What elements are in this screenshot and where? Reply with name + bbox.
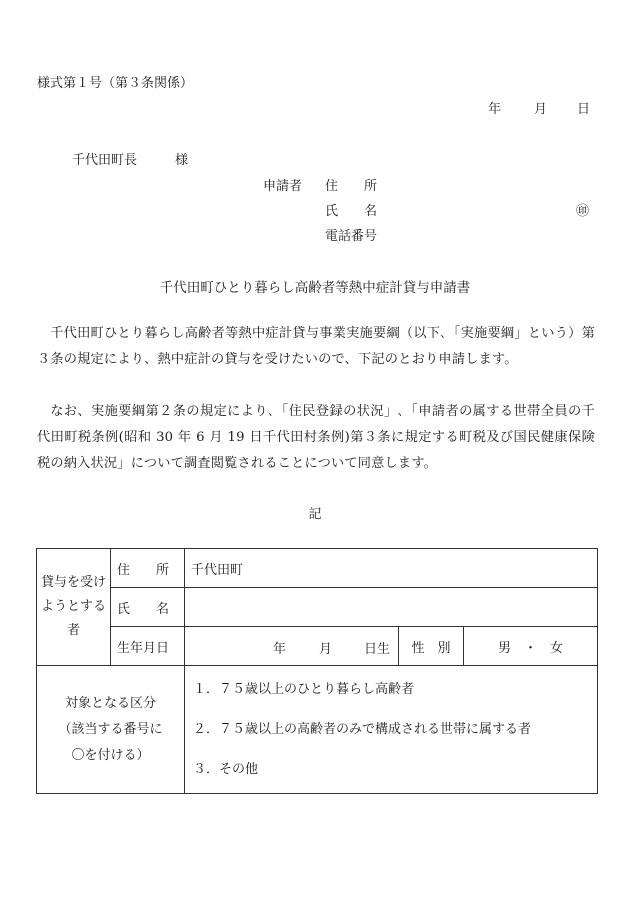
- recipient-header: 貸与を受けようとする者: [37, 549, 111, 666]
- applicant-address-label: 住 所: [325, 179, 378, 194]
- body-paragraph-2: なお、実施要綱第２条の規定により､「住民登録の状況」､「申請者の属する世帯全員の千代田町税条例(昭和 30 年 6 月 19 日千代田村条例)第３条に規定する町税及び国民健康保険税の納入状況」について調査閲覧されることについて同意します。: [37, 404, 595, 471]
- document-title: 千代田町ひとり暮らし高齢者等熱中症計貸与申請書: [159, 280, 471, 296]
- birth-year: 年: [273, 642, 287, 657]
- addressee-name: 千代田町長: [72, 153, 138, 168]
- addressee-honorific: 様: [175, 153, 189, 168]
- category-header: [37, 666, 185, 794]
- category-option-2[interactable]: ２．７５歳以上の高齢者のみで構成される世帯に属する者: [193, 721, 532, 737]
- application-table: [36, 548, 598, 794]
- category-note-2: 〇を付ける）: [71, 747, 150, 763]
- form-number: 様式第１号（第３条関係）: [37, 76, 194, 91]
- applicant-label: 申請者: [263, 179, 303, 194]
- applicant-name-label: 氏 名: [325, 204, 378, 219]
- category-options: [185, 666, 598, 794]
- sex-label: 性 別: [399, 627, 464, 666]
- applicant-phone-label: 電話番号: [325, 229, 378, 244]
- ki-heading: 記: [308, 507, 322, 522]
- category-title: 対象となる区分: [64, 695, 156, 711]
- birth-day: 日生: [364, 642, 391, 657]
- seal-mark: ㊞: [576, 204, 590, 219]
- name-value[interactable]: [185, 588, 598, 627]
- address-label: 住 所: [111, 549, 185, 588]
- date-year: 年: [488, 102, 502, 117]
- name-label: 氏 名: [111, 588, 185, 627]
- sex-options[interactable]: 男 ・ 女: [464, 627, 598, 666]
- date-month: 月: [534, 102, 548, 117]
- category-note-1: （該当する番号に: [58, 721, 163, 737]
- date-day: 日: [577, 102, 591, 117]
- category-option-1[interactable]: １．７５歳以上のひとり暮らし高齢者: [193, 681, 415, 697]
- body-paragraph-1: 千代田町ひとり暮らし高齢者等熱中症計貸与事業実施要綱（以下､「実施要綱」という）第３条の規定により、熱中症計の貸与を受けたいので、下記のとおり申請します。: [37, 326, 595, 367]
- birth-month: 月: [319, 642, 333, 657]
- birthdate-value[interactable]: [185, 627, 399, 666]
- category-option-3[interactable]: ３．その他: [193, 761, 259, 777]
- address-value[interactable]: 千代田町: [185, 549, 598, 588]
- birthdate-label: 生年月日: [111, 627, 185, 666]
